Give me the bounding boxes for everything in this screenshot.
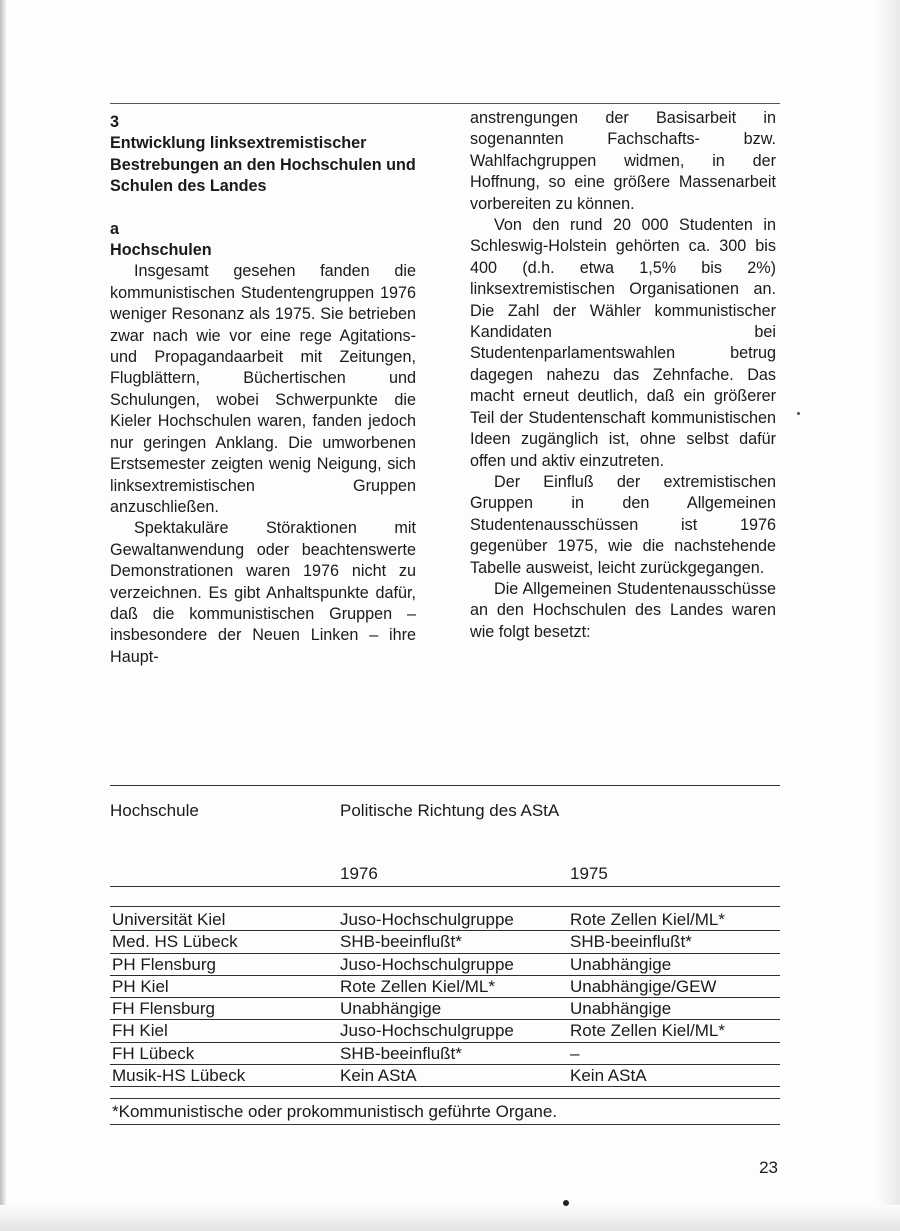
cell-hochschule: PH Flensburg [112, 954, 216, 974]
table-row [110, 1043, 780, 1065]
page-edge-shadow-right [876, 0, 900, 1231]
page-number: 23 [759, 1158, 778, 1177]
table-row [110, 931, 780, 953]
cell-1975: Rote Zellen Kiel/ML* [570, 910, 725, 929]
table-rule-bottom [110, 1124, 780, 1125]
section-top-rule [110, 103, 780, 104]
paragraph: Von den rund 20 000 Studenten in Schleswig-Holstein gehörten ca. 300 bis 400 (d.h. etwa 1,5% bis 2%) linksextremistischen Organisationen an. Die Zahl der Wähler kommunistischer Kandidaten bei Studentenparlamentswahlen betrug dagegen nahezu das Zehnfache. Das macht erneut deutlich, daß ein größerer Teil der Studentenschaft kommunistischen Ideen zugänglich ist, ohne selbst dafür offen und aktiv einzutreten. [470, 216, 776, 470]
cell-hochschule: Musik-HS Lübeck [112, 1066, 246, 1086]
table-row [110, 1020, 780, 1042]
column-header-1975: 1975 [570, 864, 608, 883]
paragraph: Spektakuläre Störaktionen mit Gewaltanwendung oder beachtenswerte Demonstrationen waren 1976 nicht zu verzeichnen. Es gibt Anhaltspunkte dafür, daß die kommunistischen Gruppen – insbesondere der Neuen Linken – ihre Haupt- [110, 519, 416, 666]
cell-1975: SHB-beeinflußt* [570, 932, 692, 952]
table-row [110, 954, 780, 976]
cell-1976: Juso-Hochschulgruppe [340, 954, 514, 974]
table-rule-header [110, 906, 780, 907]
table-footnote: *Kommunistische oder prokommunistisch geführte Organe. [112, 1102, 558, 1121]
cell-hochschule: FH Kiel [112, 1021, 168, 1041]
paragraph: anstrengungen der Basisarbeit in sogenannten Fachschafts- bzw. Wahlfachgruppen widmen, in der Hoffnung, so eine größere Massenarbeit vorbereiten zu können. [470, 109, 776, 213]
cell-hochschule: PH Kiel [112, 976, 169, 996]
section-number: 3 [110, 113, 120, 131]
left-column [110, 112, 416, 668]
scan-speck [563, 1200, 569, 1206]
cell-1975: Kein AStA [570, 1066, 647, 1086]
cell-hochschule: Med. HS Lübeck [112, 932, 238, 952]
cell-1975: Unabhängige/GEW [570, 976, 717, 996]
subsection-letter: a [110, 219, 120, 238]
cell-1975: – [570, 1043, 580, 1063]
cell-1976: Juso-Hochschulgruppe [340, 910, 514, 929]
cell-1975: Unabhängige [570, 954, 672, 974]
cell-1976: Kein AStA [340, 1066, 417, 1086]
subsection-title: Hochschulen [110, 241, 212, 260]
table-row [110, 976, 780, 998]
cell-1976: SHB-beeinflußt* [340, 932, 462, 952]
cell-1976: SHB-beeinflußt* [340, 1043, 462, 1063]
table-rule-top [110, 785, 780, 786]
table-body [110, 909, 780, 1087]
column-header-richtung: Politische Richtung des AStA [340, 801, 560, 820]
column-header-hochschule: Hochschule [110, 801, 199, 820]
cell-1976: Unabhängige [340, 999, 442, 1019]
right-column [470, 108, 776, 643]
paragraph: Der Einfluß der extremistischen Gruppen in den Allgemeinen Studentenausschüssen ist 1976 gegenüber 1975, wie die nachstehende Tabelle ausweist, leicht zurückgegangen. [470, 472, 776, 577]
column-header-1976: 1976 [340, 864, 378, 883]
scan-speck [797, 412, 800, 415]
page-edge-shadow-bottom [0, 1205, 900, 1231]
table-row [110, 1065, 780, 1087]
page-edge-shadow [0, 0, 6, 1231]
table-rule-footnote [110, 1098, 780, 1099]
section-title: Entwicklung linksextremistischer Bestrebungen an den Hochschulen und Schulen des Landes [110, 134, 416, 196]
paragraph: Insgesamt gesehen fanden die kommunistischen Studentengruppen 1976 weniger Resonanz als 1975. Sie betrieben zwar nach wie vor eine rege Agitations- und Propagandaarbeit mit Zeitungen, Flugblättern, Büchertischen und Schulungen, wobei Schwerpunkte die Kieler Hochschulen waren, fanden jedoch nur geringen Anklang. Die umworbenen Erstsemester zeigten wenig Neigung, sich linksextremistischen Gruppen anzuschließen. [110, 262, 416, 516]
cell-hochschule: Universität Kiel [112, 910, 226, 929]
cell-1975: Rote Zellen Kiel/ML* [570, 1021, 725, 1041]
paragraph: Die Allgemeinen Studentenausschüsse an den Hochschulen des Landes waren wie folgt besetzt: [470, 579, 776, 641]
table-rule-header [110, 886, 780, 887]
cell-1976: Juso-Hochschulgruppe [340, 1021, 514, 1041]
cell-hochschule: FH Flensburg [112, 999, 215, 1019]
cell-hochschule: FH Lübeck [112, 1043, 195, 1063]
table-row [110, 998, 780, 1020]
cell-1976: Rote Zellen Kiel/ML* [340, 976, 495, 996]
table-row [110, 909, 780, 931]
cell-1975: Unabhängige [570, 999, 672, 1019]
